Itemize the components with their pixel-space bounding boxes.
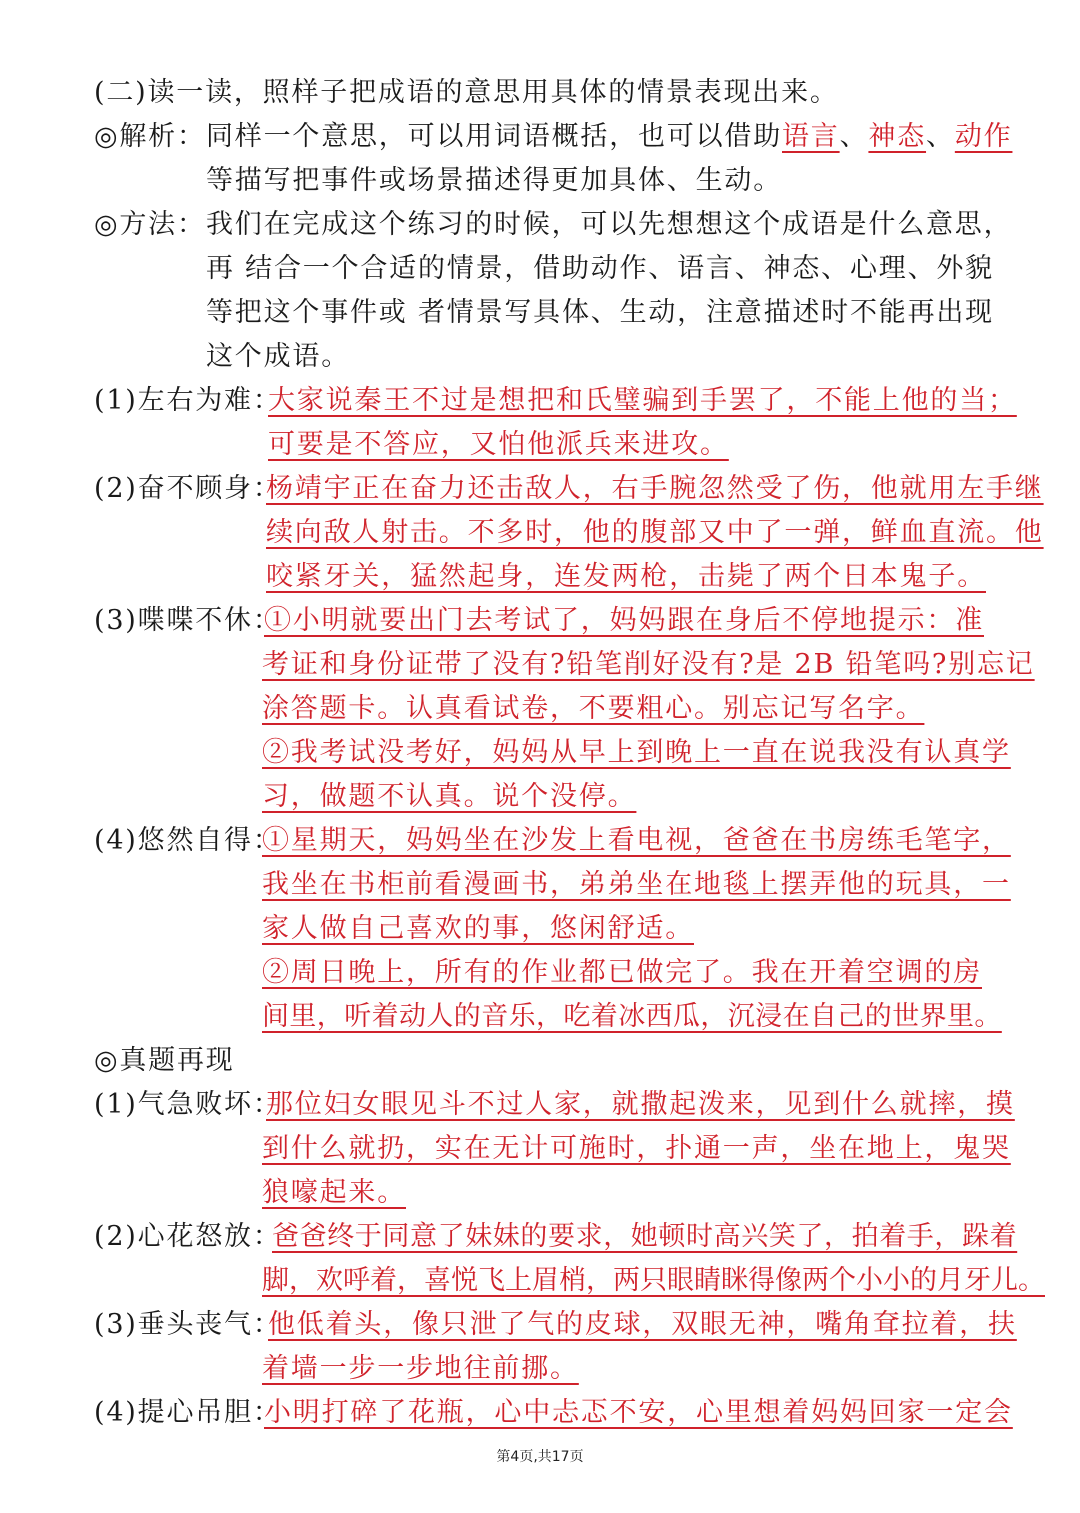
answer-line: 他低着头，像只泄了气的皮球，双眼无神，嘴角耷拉着，扶: [268, 1309, 1017, 1340]
section-title: (二)读一读，照样子把成语的意思用具体的情景表现出来。: [94, 77, 839, 108]
idiom-label: (4)悠然自得：: [94, 825, 282, 856]
idiom-label: (1)气急败坏：: [94, 1089, 282, 1120]
answer-line: 大家说秦王不过是想把和氏璧骗到手罢了，不能上他的当；: [268, 385, 1017, 416]
page-number: 第4页,共17页: [496, 1449, 584, 1465]
method-line: 我们在完成这个练习的时候，可以先想想这个成语是什么意思，: [206, 209, 1013, 240]
real-exam-heading: ◎真题再现: [94, 1045, 235, 1076]
answer-line: 爸爸终于同意了妹妹的要求，她顿时高兴笑了，拍着手，跺着: [272, 1221, 1018, 1252]
method-line: 这个成语。: [206, 341, 350, 372]
answer-line: 习，做题不认真。说个没停。: [262, 781, 637, 812]
answer-line: ①小明就要出门去考试了，妈妈跟在身后不停地提示：准: [264, 605, 984, 636]
answer-line: 考证和身份证带了没有?铅笔削好没有?是 2B 铅笔吗?别忘记: [262, 649, 1035, 680]
separator: 、: [839, 121, 869, 152]
analysis-label: ◎解析：: [94, 121, 206, 152]
idiom-label: (2)奋不顾身：: [94, 473, 282, 504]
keyword-language: 语言: [782, 121, 840, 152]
answer-line: 我坐在书柜前看漫画书，弟弟坐在地毯上摆弄他的玩具，一: [262, 869, 1011, 900]
idiom-label: (3)喋喋不休：: [94, 605, 282, 636]
separator: 、: [926, 121, 955, 152]
answer-line: 小明打碎了花瓶，心中忐忑不安，心里想着妈妈回家一定会: [264, 1397, 1013, 1428]
answer-line: 狼嚎起来。: [262, 1177, 406, 1208]
answer-line: 涂答题卡。认真看试卷，不要粗心。别忘记写名字。: [262, 693, 925, 724]
answer-line: 到什么就扔，实在无计可施时，扑通一声，坐在地上，鬼哭: [262, 1133, 1011, 1164]
method-line: 再 结合一个合适的情景，借助动作、语言、神态、心理、外貌: [206, 253, 994, 284]
analysis-line-2: 等描写把事件或场景描述得更加具体、生动。: [206, 165, 782, 196]
keyword-action: 动作: [954, 121, 1013, 152]
method-label: ◎方法：: [94, 209, 206, 240]
answer-line: ②周日晚上，所有的作业都已做完了。我在开着空调的房: [262, 957, 982, 988]
answer-line: 可要是不答应，又怕他派兵来进攻。: [268, 429, 729, 460]
answer-line: 续向敌人射击。不多时，他的腹部又中了一弹，鲜血直流。他: [266, 517, 1044, 548]
idiom-label: (4)提心吊胆：: [94, 1397, 282, 1428]
answer-line: 那位妇女眼见斗不过人家，就撒起泼来，见到什么就摔，摸: [266, 1089, 1015, 1120]
answer-line: 着墙一步一步地往前挪。: [262, 1353, 579, 1384]
analysis-text: 同样一个意思，可以用词语概括，也可以借助: [206, 121, 782, 152]
idiom-label: (2)心花怒放：: [94, 1221, 282, 1252]
analysis-line-1: [206, 120, 1012, 154]
method-line: 等把这个事件或 者情景写具体、生动，注意描述时不能再出现: [206, 297, 994, 328]
answer-line: 脚，欢呼着，喜悦飞上眉梢，两只眼睛眯得像两个小小的月牙儿。: [262, 1265, 1045, 1296]
idiom-label: (1)左右为难：: [94, 385, 282, 416]
answer-line: ①星期天，妈妈坐在沙发上看电视，爸爸在书房练毛笔字，: [262, 825, 1011, 856]
answer-line: 家人做自己喜欢的事，悠闲舒适。: [262, 913, 694, 944]
idiom-label: (3)垂头丧气：: [94, 1309, 282, 1340]
answer-line: 间里，听着动人的音乐，吃着冰西瓜，沉浸在自己的世界里。: [262, 1001, 1002, 1032]
answer-line: 咬紧牙关，猛然起身，连发两枪，击毙了两个日本鬼子。: [266, 561, 986, 592]
answer-line: 杨靖宇正在奋力还击敌人，右手腕忽然受了伤，他就用左手继: [266, 473, 1044, 504]
answer-line: ②我考试没考好，妈妈从早上到晚上一直在说我没有认真学: [262, 737, 1011, 768]
keyword-expression: 神态: [868, 121, 927, 152]
